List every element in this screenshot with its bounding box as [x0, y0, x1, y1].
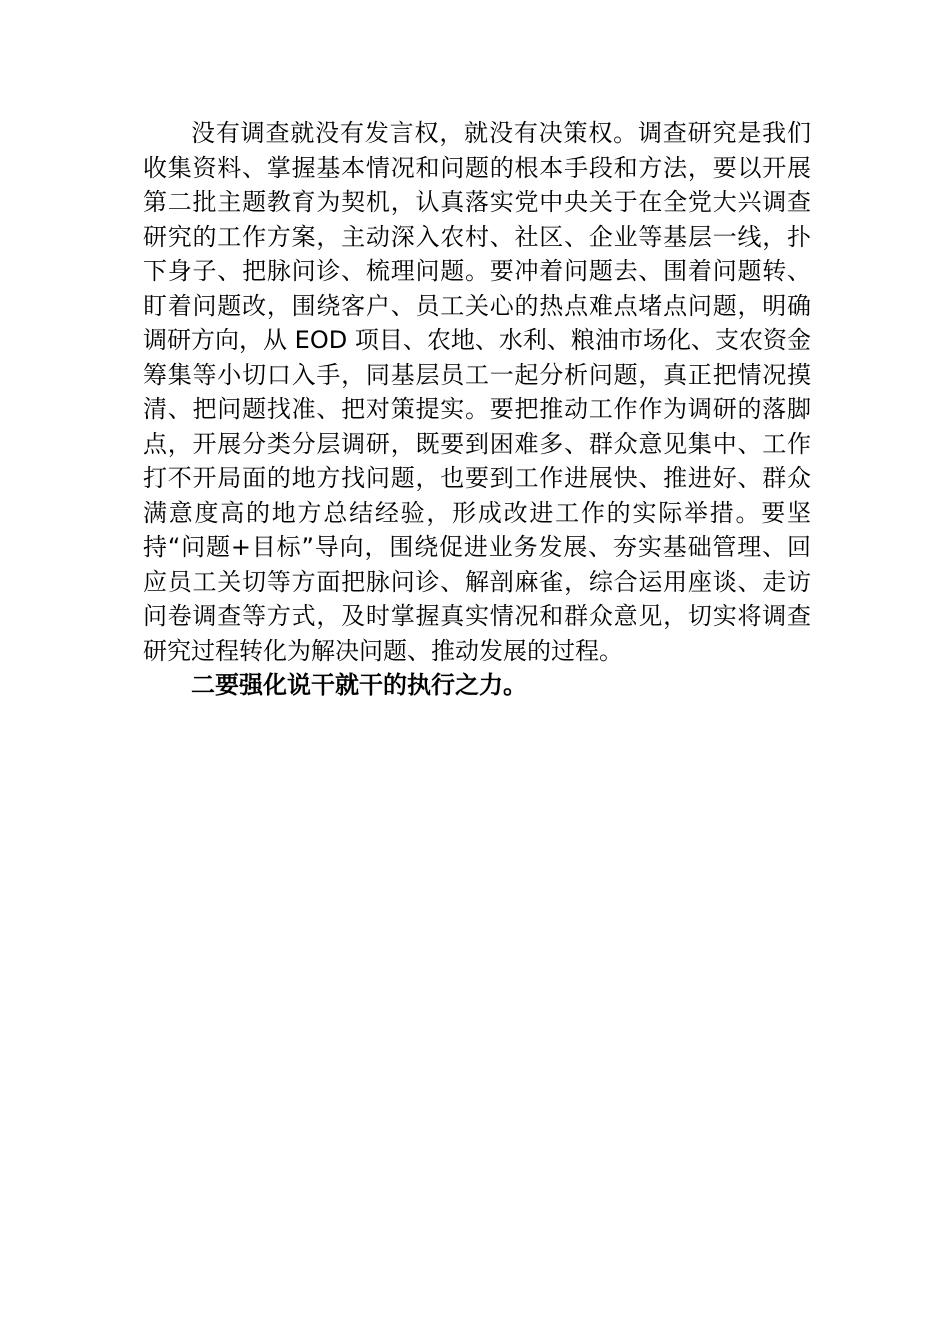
- section-heading: 二要强化说干就干的执行之力。: [191, 671, 527, 699]
- body-paragraph: 没有调查就没有发言权，就没有决策权。调查研究是我们收集资料、掌握基本情况和问题的根本手段和方法，要以开展第二批主题教育为契机，认真落实党中央关于在全党大兴调查研究的工作方案，主动深入农村、社区、企业等基层一线，扑下身子、把脉问诊、梳理问题。要冲着问题去、围着问题转、盯着问题改，围绕客户、员工关心的热点难点堵点问题，明确调研方向，从 EOD 项目、农地、水利、粮油市场化、支农资金筹集等小切口入手，同基层员工一起分析问题，真正把情况摸清、把问题找准、把对策提实。要把推动工作作为调研的落脚点，开展分类分层调研，既要到困难多、群众意见集中、工作打不开局面的地方找问题，也要到工作进展快、推进好、群众满意度高的地方总结经验，形成改进工作的实际举措。要坚持“问题+目标”导向，围绕促进业务发展、夯实基础管理、回应员工关切等方面把脉问诊、解剖麻雀，综合运用座谈、走访问卷调查等方式，及时掌握真实情况和群众意见，切实将调查研究过程转化为解决问题、推动发展的过程。: [143, 119, 811, 665]
- document-body: [143, 116, 811, 703]
